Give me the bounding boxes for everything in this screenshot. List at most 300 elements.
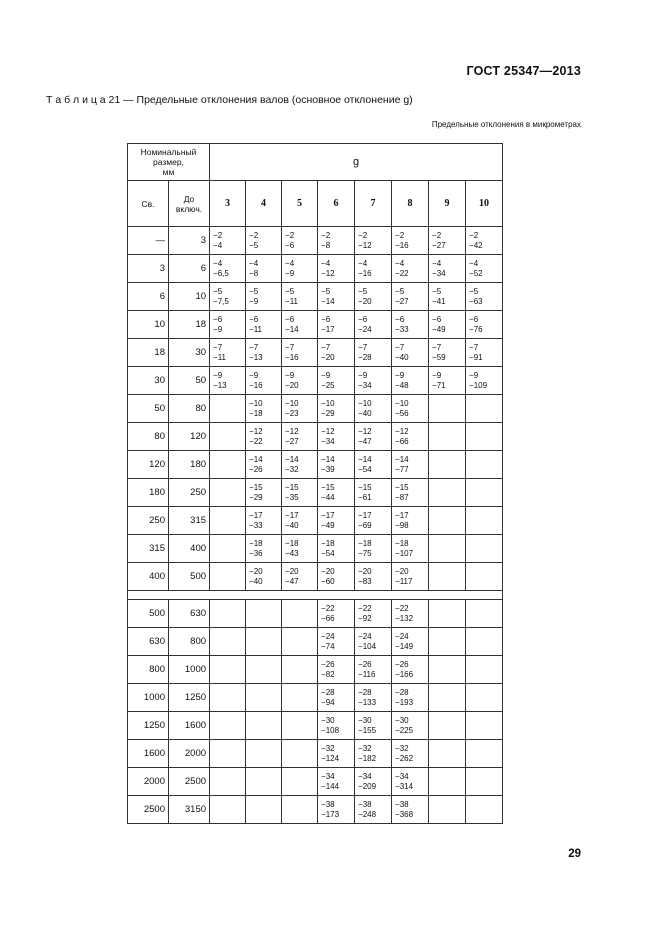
lower-deviation: −26 xyxy=(249,464,263,474)
nominal-size-header xyxy=(128,144,210,181)
table-row xyxy=(128,740,503,768)
upper-deviation: −30 xyxy=(358,716,372,725)
deviation-cell xyxy=(429,339,466,367)
deviation-cell xyxy=(246,600,282,628)
table-row xyxy=(128,768,503,796)
upper-deviation: −17 xyxy=(358,511,372,520)
upper-deviation: −6 xyxy=(213,315,223,324)
lower-deviation: −33 xyxy=(249,520,263,530)
size-upto-cell: 120 xyxy=(169,423,210,451)
deviation-cell xyxy=(466,479,503,507)
lower-deviation: −5 xyxy=(249,240,259,250)
deviation-cell xyxy=(466,600,503,628)
deviations-table xyxy=(127,143,503,824)
size-upto-cell: 1600 xyxy=(169,712,210,740)
deviation-cell xyxy=(282,451,318,479)
lower-deviation: −28 xyxy=(358,352,372,362)
deviation-cell xyxy=(318,768,355,796)
upper-deviation: −5 xyxy=(321,287,331,296)
deviation-cell xyxy=(466,283,503,311)
size-upto-cell: 250 xyxy=(169,479,210,507)
size-over-cell: 50 xyxy=(128,395,169,423)
deviation-cell xyxy=(246,563,282,591)
upper-deviation: −7 xyxy=(358,343,368,352)
upper-deviation: −7 xyxy=(469,343,479,352)
upper-deviation: −7 xyxy=(321,343,331,352)
lower-deviation: −12 xyxy=(358,240,372,250)
deviation-cell xyxy=(282,227,318,255)
upper-deviation: −2 xyxy=(432,231,442,240)
lower-deviation: −75 xyxy=(358,548,372,558)
deviation-cell xyxy=(392,367,429,395)
size-upto-cell: 1000 xyxy=(169,656,210,684)
upper-deviation: −2 xyxy=(213,231,223,240)
lower-deviation: −133 xyxy=(358,697,377,707)
lower-deviation: −92 xyxy=(358,613,372,623)
deviation-cell xyxy=(318,283,355,311)
table-row xyxy=(128,311,503,339)
deviation-cell xyxy=(246,628,282,656)
upper-deviation: −9 xyxy=(213,371,223,380)
lower-deviation: −35 xyxy=(285,492,299,502)
deviation-cell xyxy=(246,740,282,768)
upper-deviation: −34 xyxy=(321,772,335,781)
lower-deviation: −17 xyxy=(321,324,335,334)
deviation-cell xyxy=(429,479,466,507)
lower-deviation: −155 xyxy=(358,725,377,735)
lower-deviation: −262 xyxy=(395,753,414,763)
lower-deviation: −47 xyxy=(285,576,299,586)
deviation-cell xyxy=(429,628,466,656)
size-over-cell: 80 xyxy=(128,423,169,451)
deviation-cell xyxy=(318,311,355,339)
deviation-cell xyxy=(318,563,355,591)
deviation-cell xyxy=(466,423,503,451)
lower-deviation: −24 xyxy=(358,324,372,334)
size-over-cell: 315 xyxy=(128,535,169,563)
size-upto-cell: 3 xyxy=(169,227,210,255)
upper-deviation: −4 xyxy=(285,259,295,268)
deviation-cell xyxy=(210,600,246,628)
upper-deviation: −12 xyxy=(285,427,299,436)
deviation-cell xyxy=(246,255,282,283)
nominal-size-label: размер, xyxy=(153,157,184,167)
lower-deviation: −109 xyxy=(469,380,488,390)
upper-deviation: −26 xyxy=(321,660,335,669)
lower-deviation: −18 xyxy=(249,408,263,418)
deviation-cell xyxy=(210,768,246,796)
deviation-cell xyxy=(210,395,246,423)
upper-deviation: −15 xyxy=(249,483,263,492)
deviation-cell xyxy=(210,423,246,451)
upper-deviation: −5 xyxy=(432,287,442,296)
lower-deviation: −66 xyxy=(395,436,409,446)
table-row xyxy=(128,712,503,740)
deviation-cell xyxy=(210,507,246,535)
deviation-cell xyxy=(466,768,503,796)
upper-deviation: −17 xyxy=(285,511,299,520)
size-upto-cell: 50 xyxy=(169,367,210,395)
lower-deviation: −14 xyxy=(285,324,299,334)
upper-deviation: −6 xyxy=(469,315,479,324)
deviation-cell xyxy=(429,563,466,591)
deviation-cell xyxy=(318,255,355,283)
deviation-cell xyxy=(392,283,429,311)
deviation-cell xyxy=(210,367,246,395)
deviation-cell xyxy=(282,423,318,451)
deviation-cell xyxy=(466,656,503,684)
upper-deviation: −7 xyxy=(432,343,442,352)
upper-deviation: −18 xyxy=(321,539,335,548)
deviation-cell xyxy=(246,507,282,535)
deviation-cell xyxy=(318,628,355,656)
upper-deviation: −6 xyxy=(432,315,442,324)
size-over-cell: 10 xyxy=(128,311,169,339)
lower-deviation: −56 xyxy=(395,408,409,418)
deviation-cell xyxy=(246,656,282,684)
lower-deviation: −42 xyxy=(469,240,483,250)
lower-deviation: −29 xyxy=(249,492,263,502)
size-upto-cell: 6 xyxy=(169,255,210,283)
deviation-cell xyxy=(392,507,429,535)
upper-deviation: −22 xyxy=(321,604,335,613)
upper-deviation: −4 xyxy=(469,259,479,268)
units-caption: Предельные отклонения в микрометрах xyxy=(431,120,581,129)
deviation-cell xyxy=(282,535,318,563)
lower-deviation: −8 xyxy=(321,240,331,250)
deviation-cell xyxy=(466,395,503,423)
tolerance-field-header: g xyxy=(210,144,503,181)
upper-deviation: −34 xyxy=(358,772,372,781)
table-row xyxy=(128,283,503,311)
upper-deviation: −20 xyxy=(395,567,409,576)
size-upto-cell: 1250 xyxy=(169,684,210,712)
upper-deviation: −15 xyxy=(285,483,299,492)
lower-deviation: −34 xyxy=(432,268,446,278)
deviation-cell xyxy=(355,740,392,768)
deviation-cell xyxy=(466,367,503,395)
table-row xyxy=(128,563,503,591)
lower-deviation: −87 xyxy=(395,492,409,502)
deviation-cell xyxy=(429,451,466,479)
lower-deviation: −61 xyxy=(358,492,372,502)
upper-deviation: −2 xyxy=(285,231,295,240)
deviation-cell xyxy=(318,339,355,367)
deviation-cell xyxy=(392,227,429,255)
deviation-cell xyxy=(210,451,246,479)
deviation-cell xyxy=(392,311,429,339)
deviation-cell xyxy=(355,367,392,395)
lower-deviation: −40 xyxy=(358,408,372,418)
deviation-cell xyxy=(392,712,429,740)
deviation-cell xyxy=(210,796,246,824)
table-title: Т а б л и ц а 21 — Предельные отклонения валов (основное отклонение g) xyxy=(46,94,413,106)
upper-deviation: −2 xyxy=(469,231,479,240)
deviation-cell xyxy=(466,712,503,740)
upper-deviation: −22 xyxy=(395,604,409,613)
lower-deviation: −98 xyxy=(395,520,409,530)
deviation-cell xyxy=(210,339,246,367)
lower-deviation: −248 xyxy=(358,809,377,819)
deviation-cell xyxy=(429,227,466,255)
deviation-cell xyxy=(318,712,355,740)
deviation-cell xyxy=(429,740,466,768)
deviation-cell xyxy=(392,656,429,684)
size-upto-cell: 30 xyxy=(169,339,210,367)
table-row xyxy=(128,227,503,255)
upper-deviation: −15 xyxy=(395,483,409,492)
size-over-cell: 18 xyxy=(128,339,169,367)
upper-deviation: −15 xyxy=(321,483,335,492)
size-over-cell: 800 xyxy=(128,656,169,684)
lower-deviation: −11 xyxy=(249,324,262,334)
deviation-cell xyxy=(318,423,355,451)
lower-deviation: −39 xyxy=(321,464,335,474)
lower-deviation: −47 xyxy=(358,436,372,446)
deviation-cell xyxy=(246,684,282,712)
lower-deviation: −66 xyxy=(321,613,335,623)
deviation-cell xyxy=(466,628,503,656)
deviation-cell xyxy=(392,600,429,628)
lower-deviation: −22 xyxy=(395,268,409,278)
upper-deviation: −2 xyxy=(358,231,368,240)
deviation-cell xyxy=(210,227,246,255)
lower-deviation: −23 xyxy=(285,408,299,418)
lower-deviation: −77 xyxy=(395,464,409,474)
upper-deviation: −28 xyxy=(321,688,335,697)
lower-deviation: −16 xyxy=(395,240,409,250)
lower-deviation: −33 xyxy=(395,324,409,334)
size-over-cell: 250 xyxy=(128,507,169,535)
deviation-cell xyxy=(318,796,355,824)
size-upto-cell: 800 xyxy=(169,628,210,656)
table-body xyxy=(128,227,503,824)
deviation-cell xyxy=(246,395,282,423)
lower-deviation: −32 xyxy=(285,464,299,474)
deviation-cell xyxy=(392,451,429,479)
nominal-size-label: мм xyxy=(162,167,175,177)
upper-deviation: −7 xyxy=(395,343,405,352)
lower-deviation: −4 xyxy=(213,240,223,250)
deviation-cell xyxy=(246,367,282,395)
deviation-cell xyxy=(392,339,429,367)
size-over-cell: 630 xyxy=(128,628,169,656)
deviation-cell xyxy=(210,535,246,563)
size-over-cell: 500 xyxy=(128,600,169,628)
size-upto-cell: 10 xyxy=(169,283,210,311)
deviation-cell xyxy=(210,656,246,684)
deviation-cell xyxy=(282,311,318,339)
upper-deviation: −12 xyxy=(321,427,335,436)
lower-deviation: −14 xyxy=(321,296,335,306)
lower-deviation: −22 xyxy=(249,436,263,446)
size-over-cell: 1600 xyxy=(128,740,169,768)
deviation-cell xyxy=(466,507,503,535)
upper-deviation: −6 xyxy=(358,315,368,324)
upper-deviation: −24 xyxy=(321,632,335,641)
grade-header: 10 xyxy=(466,181,503,227)
deviation-cell xyxy=(282,656,318,684)
deviation-cell xyxy=(392,684,429,712)
upper-deviation: −12 xyxy=(358,427,372,436)
deviation-cell xyxy=(246,768,282,796)
lower-deviation: −25 xyxy=(321,380,335,390)
lower-deviation: −49 xyxy=(432,324,446,334)
size-upto-cell: 80 xyxy=(169,395,210,423)
upper-deviation: −9 xyxy=(395,371,405,380)
size-upto-cell: 180 xyxy=(169,451,210,479)
size-over-cell: 400 xyxy=(128,563,169,591)
deviation-cell xyxy=(429,367,466,395)
deviation-cell xyxy=(355,563,392,591)
deviation-cell xyxy=(355,311,392,339)
deviation-cell xyxy=(210,283,246,311)
lower-deviation: −60 xyxy=(321,576,335,586)
deviation-cell xyxy=(282,255,318,283)
upper-deviation: −4 xyxy=(213,259,223,268)
upper-deviation: −6 xyxy=(395,315,405,324)
deviation-cell xyxy=(429,656,466,684)
upper-deviation: −9 xyxy=(469,371,479,380)
deviation-cell xyxy=(392,768,429,796)
lower-deviation: −83 xyxy=(358,576,372,586)
deviation-cell xyxy=(355,796,392,824)
lower-deviation: −74 xyxy=(321,641,335,651)
deviation-cell xyxy=(355,768,392,796)
lower-deviation: −41 xyxy=(432,296,446,306)
upper-deviation: −38 xyxy=(395,800,409,809)
deviation-cell xyxy=(282,563,318,591)
grade-header: 6 xyxy=(318,181,355,227)
size-over-cell: 2500 xyxy=(128,796,169,824)
upper-deviation: −17 xyxy=(395,511,409,520)
deviation-cell xyxy=(355,479,392,507)
lower-deviation: −11 xyxy=(285,296,298,306)
upper-deviation: −26 xyxy=(358,660,372,669)
upper-deviation: −32 xyxy=(358,744,372,753)
deviation-cell xyxy=(246,423,282,451)
lower-deviation: −76 xyxy=(469,324,483,334)
deviation-cell xyxy=(355,507,392,535)
deviation-cell xyxy=(282,479,318,507)
lower-deviation: −16 xyxy=(285,352,299,362)
deviation-cell xyxy=(392,479,429,507)
lower-deviation: −13 xyxy=(249,352,263,362)
lower-deviation: −44 xyxy=(321,492,335,502)
deviation-cell xyxy=(282,600,318,628)
lower-deviation: −49 xyxy=(321,520,335,530)
upper-deviation: −10 xyxy=(358,399,372,408)
deviation-cell xyxy=(282,367,318,395)
lower-deviation: −144 xyxy=(321,781,340,791)
upper-deviation: −9 xyxy=(321,371,331,380)
deviation-cell xyxy=(246,339,282,367)
lower-deviation: −132 xyxy=(395,613,414,623)
deviation-cell xyxy=(246,311,282,339)
upper-deviation: −6 xyxy=(321,315,331,324)
upper-deviation: −30 xyxy=(395,716,409,725)
deviation-cell xyxy=(355,451,392,479)
size-upto-cell: 2500 xyxy=(169,768,210,796)
upper-deviation: −28 xyxy=(395,688,409,697)
deviation-cell xyxy=(282,339,318,367)
deviation-cell xyxy=(246,451,282,479)
lower-deviation: −225 xyxy=(395,725,414,735)
deviation-cell xyxy=(429,283,466,311)
upper-deviation: −14 xyxy=(321,455,335,464)
deviation-cell xyxy=(318,479,355,507)
lower-deviation: −59 xyxy=(432,352,446,362)
lower-deviation: −104 xyxy=(358,641,377,651)
deviation-cell xyxy=(210,740,246,768)
upper-deviation: −2 xyxy=(249,231,259,240)
upper-deviation: −6 xyxy=(249,315,259,324)
upper-deviation: −2 xyxy=(395,231,405,240)
upper-deviation: −10 xyxy=(321,399,335,408)
deviation-cell xyxy=(246,479,282,507)
lower-deviation: −54 xyxy=(358,464,372,474)
deviation-cell xyxy=(318,740,355,768)
gap-cell xyxy=(128,591,503,600)
deviation-cell xyxy=(466,563,503,591)
over-column-header: Св. xyxy=(128,181,169,227)
upper-deviation: −10 xyxy=(395,399,409,408)
lower-deviation: −27 xyxy=(285,436,299,446)
deviation-cell xyxy=(282,768,318,796)
lower-deviation: −11 xyxy=(213,352,226,362)
upper-deviation: −12 xyxy=(395,427,409,436)
upper-deviation: −4 xyxy=(395,259,405,268)
lower-deviation: −368 xyxy=(395,809,414,819)
deviation-cell xyxy=(429,712,466,740)
lower-deviation: −193 xyxy=(395,697,414,707)
upper-deviation: −34 xyxy=(395,772,409,781)
upper-deviation: −5 xyxy=(358,287,368,296)
deviation-cell xyxy=(246,227,282,255)
deviation-cell xyxy=(392,255,429,283)
lower-deviation: −124 xyxy=(321,753,340,763)
size-over-cell: 2000 xyxy=(128,768,169,796)
deviation-cell xyxy=(429,395,466,423)
table-row xyxy=(128,628,503,656)
upper-deviation: −32 xyxy=(321,744,335,753)
upper-deviation: −14 xyxy=(285,455,299,464)
upper-deviation: −4 xyxy=(358,259,368,268)
deviation-cell xyxy=(282,712,318,740)
lower-deviation: −34 xyxy=(358,380,372,390)
deviation-cell xyxy=(282,684,318,712)
lower-deviation: −20 xyxy=(358,296,372,306)
size-upto-cell: 2000 xyxy=(169,740,210,768)
size-over-cell: 6 xyxy=(128,283,169,311)
deviation-cell xyxy=(355,395,392,423)
table-row xyxy=(128,255,503,283)
grade-header: 8 xyxy=(392,181,429,227)
deviation-cell xyxy=(466,451,503,479)
upper-deviation: −26 xyxy=(395,660,409,669)
grade-header: 7 xyxy=(355,181,392,227)
lower-deviation: −7,5 xyxy=(213,296,229,306)
deviation-cell xyxy=(282,395,318,423)
table-row xyxy=(128,451,503,479)
lower-deviation: −71 xyxy=(432,380,446,390)
lower-deviation: −8 xyxy=(249,268,259,278)
upper-deviation: −38 xyxy=(358,800,372,809)
lower-deviation: −13 xyxy=(213,380,227,390)
document-code: ГОСТ 25347—2013 xyxy=(466,64,581,78)
deviation-cell xyxy=(392,423,429,451)
deviation-cell xyxy=(466,255,503,283)
